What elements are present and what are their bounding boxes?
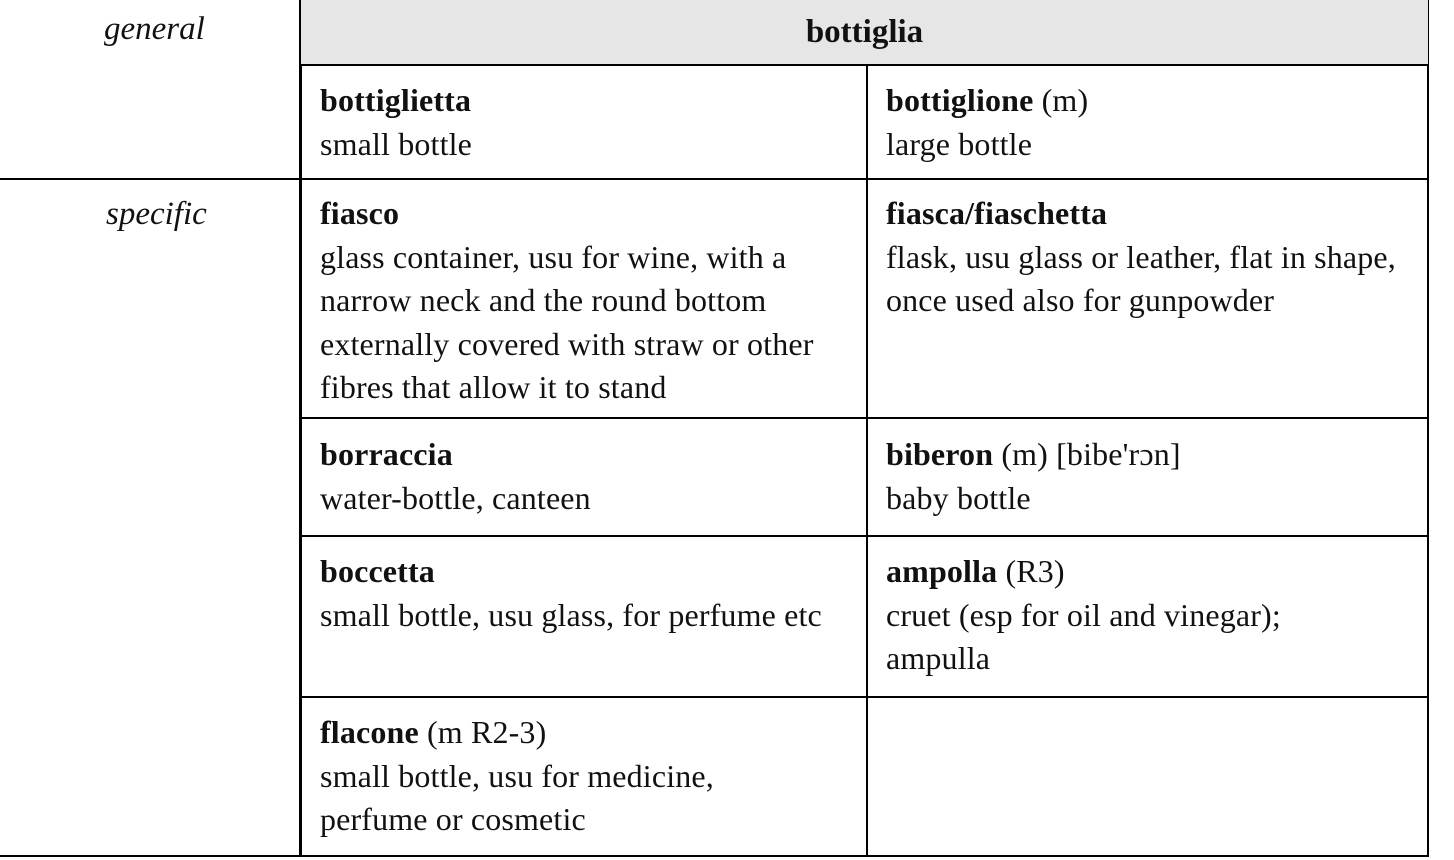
cell-borraccia (320, 433, 856, 520)
note-flacone: (m R2-3) (426, 714, 547, 750)
term-flacone: flacone (320, 714, 419, 750)
grid-line-general-bottom (0, 178, 1429, 180)
cell-biberon (886, 433, 1422, 520)
label-specific: specific (106, 196, 207, 232)
term-borraccia: borraccia (320, 436, 453, 472)
definition-bottiglione: large bottle (886, 125, 1033, 162)
cell-fiasca-fiaschetta (886, 192, 1422, 323)
definition-bottiglietta: small bottle (320, 125, 473, 162)
grid-line-row-1-bottom (300, 417, 1429, 419)
term-ampolla: ampolla (886, 553, 998, 589)
grid-line-header-bottom (300, 64, 1429, 66)
term-fiasco: fiasco (320, 195, 400, 231)
definition-flacone: small bottle, usu for medicine, perfume or cosmetic (320, 757, 714, 837)
note-ampolla: (R3) (1005, 553, 1065, 589)
header-cell-bottiglia: bottiglia (301, 0, 1428, 64)
term-bottiglietta: bottiglietta (320, 82, 472, 118)
cell-boccetta (320, 550, 840, 637)
grid-line-middle-column (866, 64, 868, 857)
definition-fiasco: glass container, usu for wine, with a narrow neck and the round bottom externally covered with straw or other fibres that allow it to stand (320, 238, 814, 405)
definition-boccetta: small bottle, usu glass, for perfume etc (320, 596, 822, 633)
term-fiasca-fiaschetta: fiasca/fiaschetta (886, 195, 1108, 231)
definition-ampolla: cruet (esp for oil and vinegar); ampulla (886, 596, 1281, 676)
cell-flacone (320, 711, 800, 842)
grid-line-left-column (299, 0, 302, 857)
definition-biberon: baby bottle (886, 479, 1031, 516)
term-biberon: biberon (886, 436, 994, 472)
cell-fiasco (320, 192, 856, 410)
note-bottiglione: (m) (1041, 82, 1089, 118)
label-general: general (104, 11, 205, 47)
grid-line-row-2-bottom (300, 535, 1429, 537)
term-boccetta: boccetta (320, 553, 435, 589)
grid-line-row-3-bottom (300, 696, 1429, 698)
cell-ampolla (886, 550, 1366, 681)
definition-fiasca-fiaschetta: flask, usu glass or leather, flat in shape, once used also for gunpowder (886, 238, 1396, 318)
note-biberon: (m) [bibe'rɔn] (1001, 436, 1181, 472)
cell-bottiglietta (320, 79, 856, 166)
grid-line-right-column (1427, 0, 1429, 857)
definition-borraccia: water-bottle, canteen (320, 479, 591, 516)
term-bottiglione: bottiglione (886, 82, 1034, 118)
grid-line-table-bottom (0, 855, 1429, 857)
cell-bottiglione (886, 79, 1422, 166)
